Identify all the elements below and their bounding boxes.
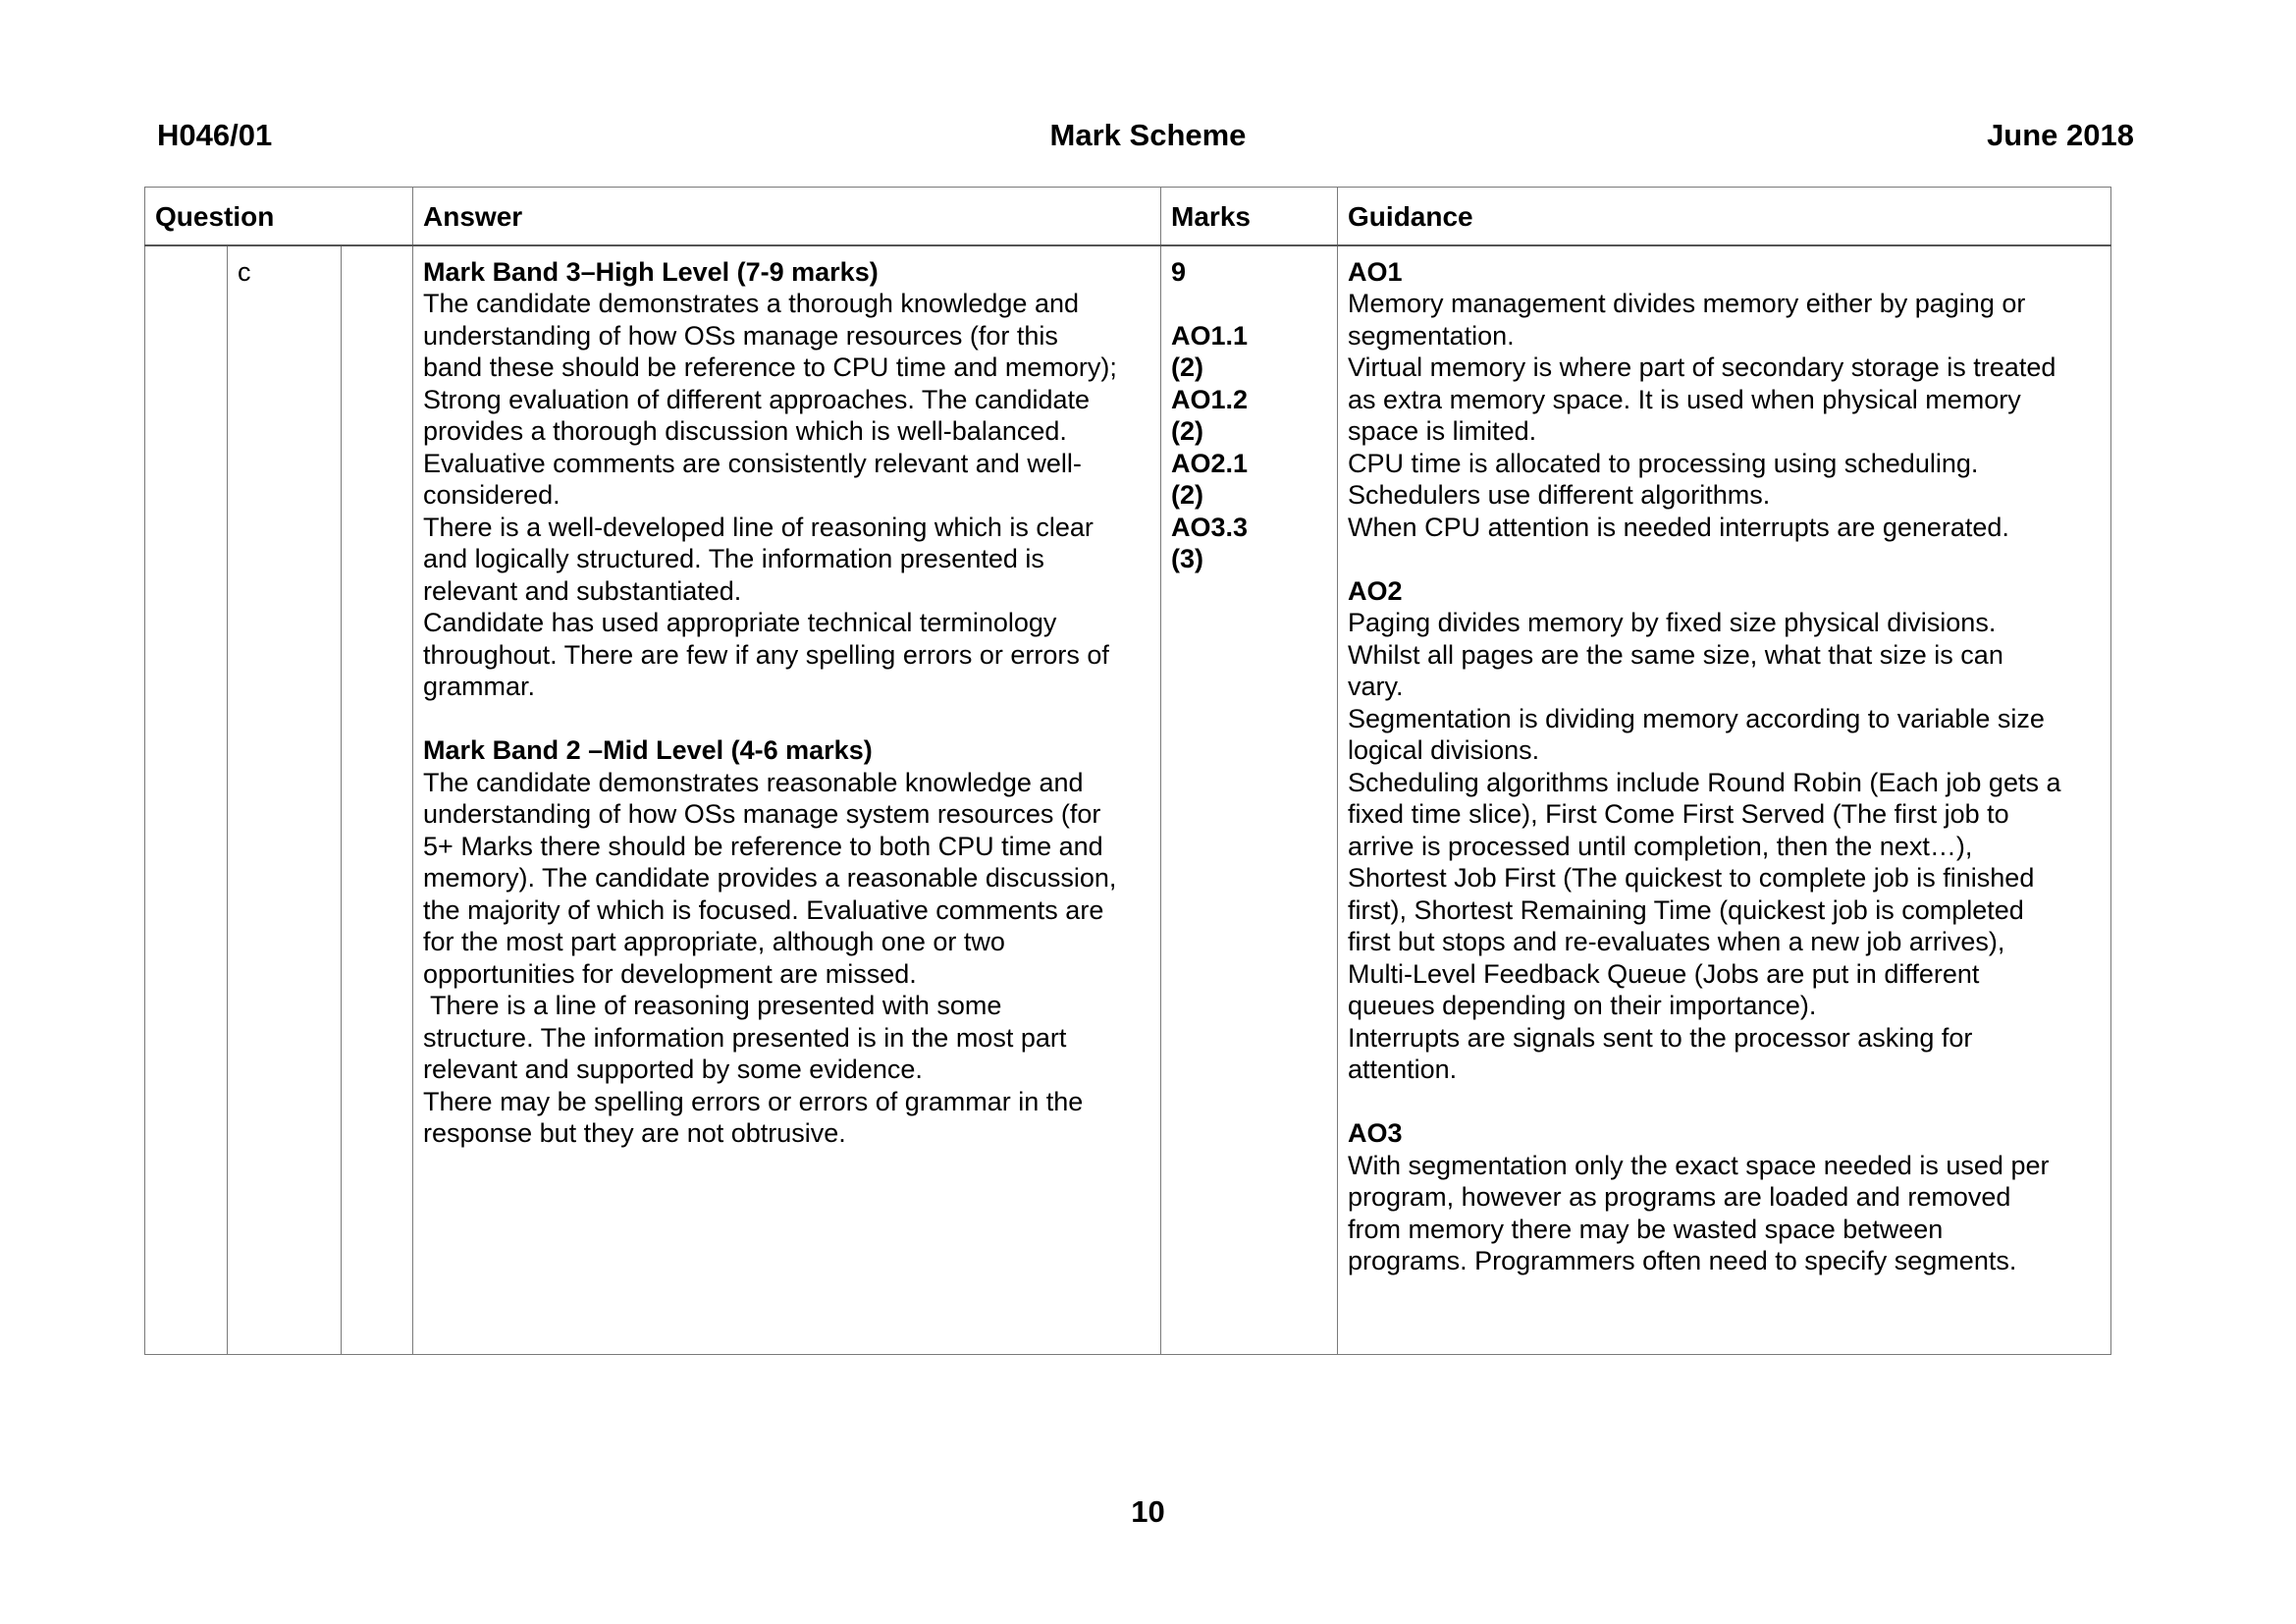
- spacer: [1171, 288, 1327, 320]
- answer-line: grammar.: [423, 672, 536, 701]
- guidance-line: programs. Programmers often need to specify segments.: [1348, 1246, 2017, 1275]
- guidance-line: segmentation.: [1348, 320, 1515, 351]
- answer-line: There is a line of reasoning presented with some: [423, 991, 1002, 1020]
- guidance-line: attention.: [1348, 1055, 1458, 1084]
- ao3-text: [1348, 1150, 2101, 1277]
- guidance-line: Interrupts are signals sent to the processor asking for: [1348, 1022, 1973, 1053]
- guidance-line: When CPU attention is needed interrupts are generated.: [1348, 512, 2009, 542]
- document-title: Mark Scheme: [1049, 118, 1247, 152]
- marks-line: (3): [1171, 544, 1204, 573]
- document-code: H046/01: [157, 118, 273, 152]
- band3-text: [423, 288, 1150, 703]
- answer-line: Strong evaluation of different approaches. The candidate: [423, 384, 1091, 414]
- guidance-line: arrive is processed until completion, then the next…),: [1348, 831, 1973, 861]
- guidance-line: from memory there may be wasted space between: [1348, 1214, 1944, 1244]
- guidance-line: Memory management divides memory either by paging or: [1348, 289, 2026, 318]
- band2-text: [423, 767, 1150, 1150]
- answer-line: The candidate demonstrates reasonable knowledge and: [423, 767, 1084, 797]
- answer-line: 5+ Marks there should be reference to both CPU time and: [423, 831, 1103, 861]
- answer-line: There is a well-developed line of reasoning which is clear: [423, 512, 1094, 542]
- answer-line: understanding of how OSs manage resources (for this: [423, 320, 1058, 351]
- question-subpart-cell: [342, 245, 413, 1355]
- ao1-text: [1348, 288, 2101, 543]
- answer-line: provides a thorough discussion which is well-balanced.: [423, 416, 1067, 446]
- header-marks: Marks: [1161, 188, 1338, 245]
- guidance-line: Multi-Level Feedback Queue (Jobs are put in different: [1348, 958, 1980, 989]
- answer-line: and logically structured. The information presented is: [423, 544, 1044, 573]
- spacer: [1348, 543, 2101, 575]
- header-question: Question: [145, 188, 413, 245]
- answer-line: memory). The candidate provides a reasonable discussion,: [423, 863, 1117, 893]
- answer-line: considered.: [423, 480, 561, 510]
- answer-line: relevant and supported by some evidence.: [423, 1055, 923, 1084]
- answer-line: opportunities for development are missed.: [423, 958, 917, 989]
- ao2-text: [1348, 607, 2101, 1086]
- mark-scheme-table: [144, 187, 2111, 1355]
- guidance-line: vary.: [1348, 672, 1404, 701]
- spacer: [1348, 1086, 2101, 1118]
- marks-line: AO1.1: [1171, 320, 1249, 351]
- marks-breakdown: [1171, 320, 1327, 575]
- table-row: [145, 245, 2111, 1355]
- guidance-line: first but stops and re-evaluates when a new job arrives),: [1348, 927, 2005, 956]
- marks-line: AO3.3: [1171, 512, 1249, 542]
- guidance-line: as extra memory space. It is used when physical memory: [1348, 384, 2021, 414]
- guidance-line: Schedulers use different algorithms.: [1348, 480, 1771, 510]
- guidance-line: With segmentation only the exact space needed is used per: [1348, 1150, 2050, 1180]
- guidance-line: logical divisions.: [1348, 735, 1540, 765]
- answer-line: structure. The information presented is in the most part: [423, 1022, 1067, 1053]
- document-date: June 2018: [1987, 118, 2134, 152]
- answer-line: relevant and substantiated.: [423, 575, 742, 606]
- band2-title: Mark Band 2 –Mid Level (4-6 marks): [423, 735, 873, 765]
- guidance-line: program, however as programs are loaded and removed: [1348, 1182, 2011, 1212]
- marks-line: (2): [1171, 480, 1204, 510]
- answer-line: The candidate demonstrates a thorough knowledge and: [423, 289, 1079, 318]
- marks-line: AO2.1: [1171, 448, 1249, 478]
- guidance-line: Scheduling algorithms include Round Robin (Each job gets a: [1348, 767, 2061, 797]
- marks-cell: [1161, 245, 1338, 1355]
- guidance-line: first), Shortest Remaining Time (quickest job is completed: [1348, 894, 2024, 925]
- guidance-cell: [1338, 245, 2111, 1355]
- guidance-line: CPU time is allocated to processing using scheduling.: [1348, 448, 1979, 478]
- marks-total: 9: [1171, 256, 1187, 287]
- marks-line: (2): [1171, 416, 1204, 446]
- answer-line: band these should be reference to CPU time and memory);: [423, 352, 1117, 382]
- answer-line: Candidate has used appropriate technical terminology: [423, 608, 1057, 637]
- ao1-title: AO1: [1348, 256, 1403, 287]
- spacer: [423, 703, 1150, 735]
- page-number: 10: [1131, 1494, 1165, 1529]
- guidance-line: Segmentation is dividing memory according to variable size: [1348, 703, 2045, 733]
- answer-line: There may be spelling errors or errors of grammar in the: [423, 1086, 1084, 1116]
- band3-title: Mark Band 3–High Level (7-9 marks): [423, 256, 879, 287]
- answer-line: the majority of which is focused. Evaluative comments are: [423, 894, 1104, 925]
- question-number-cell: [145, 245, 228, 1355]
- answer-cell: [413, 245, 1161, 1355]
- guidance-line: space is limited.: [1348, 416, 1537, 446]
- guidance-line: fixed time slice), First Come First Served (The first job to: [1348, 799, 2009, 829]
- table-header-row: [145, 188, 2111, 245]
- guidance-line: Paging divides memory by fixed size physical divisions.: [1348, 608, 1997, 637]
- guidance-line: Whilst all pages are the same size, what that size is can: [1348, 639, 2003, 670]
- guidance-line: queues depending on their importance).: [1348, 991, 1817, 1020]
- guidance-line: Shortest Job First (The quickest to complete job is finished: [1348, 863, 2035, 893]
- answer-line: response but they are not obtrusive.: [423, 1118, 846, 1148]
- header-answer: Answer: [413, 188, 1161, 245]
- question-part-cell: c: [228, 245, 342, 1355]
- marks-line: (2): [1171, 352, 1204, 382]
- answer-line: throughout. There are few if any spelling errors or errors of: [423, 639, 1109, 670]
- answer-line: for the most part appropriate, although one or two: [423, 927, 1005, 956]
- marks-line: AO1.2: [1171, 384, 1249, 414]
- guidance-line: Virtual memory is where part of secondary storage is treated: [1348, 352, 2056, 382]
- answer-line: understanding of how OSs manage system resources (for: [423, 799, 1101, 829]
- header-guidance: Guidance: [1338, 188, 2111, 245]
- answer-line: Evaluative comments are consistently relevant and well-: [423, 448, 1082, 478]
- ao2-title: AO2: [1348, 575, 1403, 606]
- ao3-title: AO3: [1348, 1118, 1403, 1148]
